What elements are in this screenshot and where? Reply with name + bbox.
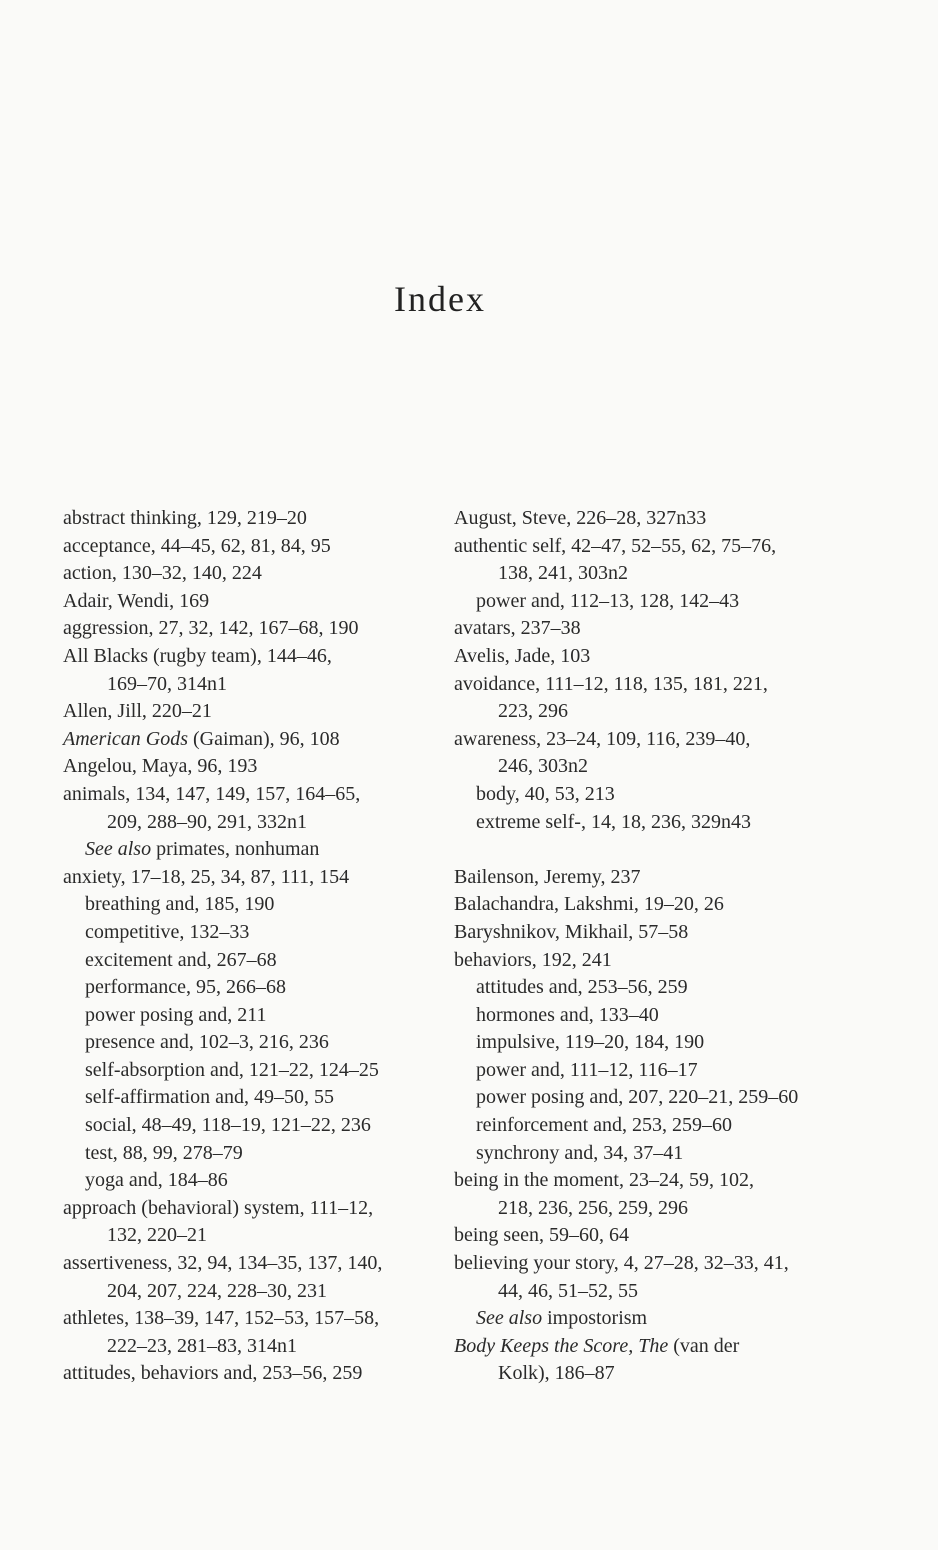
index-entry <box>63 560 443 588</box>
index-entry-text: awareness, 23–24, 109, 116, 239–40, <box>454 727 751 750</box>
index-entry <box>454 643 894 671</box>
index-entry-text: action, 130–32, 140, 224 <box>63 562 262 585</box>
index-entry-continuation <box>63 671 443 699</box>
index-entry-text: power and, 111–12, 116–17 <box>476 1058 698 1081</box>
index-entry <box>63 698 443 726</box>
index-entry-text: being in the moment, 23–24, 59, 102, <box>454 1169 754 1192</box>
index-entry-text: August, Steve, 226–28, 327n33 <box>454 507 707 529</box>
index-entry-italic: American Gods <box>63 727 188 750</box>
index-entry <box>454 533 894 561</box>
index-entry-text: test, 88, 99, 278–79 <box>85 1141 243 1164</box>
index-entry-continuation <box>63 809 443 837</box>
index-entry-text: attitudes, behaviors and, 253–56, 259 <box>63 1362 363 1385</box>
index-subentry <box>63 1002 443 1030</box>
index-entry-text: yoga and, 184–86 <box>85 1169 228 1192</box>
index-entry-continuation <box>454 698 894 726</box>
index-entry-text: power and, 112–13, 128, 142–43 <box>476 589 740 612</box>
index-entry-text: behaviors, 192, 241 <box>454 948 612 971</box>
index-subentry <box>454 588 894 616</box>
index-entry <box>63 753 443 781</box>
index-entry-text: 218, 236, 256, 259, 296 <box>498 1196 688 1219</box>
index-subentry <box>63 974 443 1002</box>
index-entry-text: 204, 207, 224, 228–30, 231 <box>107 1279 327 1302</box>
index-subentry <box>454 1002 894 1030</box>
index-entry-text: 246, 303n2 <box>498 755 588 778</box>
index-entry-text: acceptance, 44–45, 62, 81, 84, 95 <box>63 534 331 557</box>
index-subentry <box>454 1084 894 1112</box>
index-entry <box>454 726 894 754</box>
index-entry <box>454 919 894 947</box>
index-subentry <box>63 947 443 975</box>
index-entry-text: 222–23, 281–83, 314n1 <box>107 1334 297 1357</box>
index-entry-text: 138, 241, 303n2 <box>498 562 628 585</box>
index-entry-italic: See also <box>476 1307 543 1330</box>
index-entry-text: performance, 95, 266–68 <box>85 976 287 999</box>
index-entry-text: abstract thinking, 129, 219–20 <box>63 507 307 529</box>
index-entry-text: assertiveness, 32, 94, 134–35, 137, 140, <box>63 1252 383 1275</box>
entry-gap <box>454 836 894 864</box>
index-entry-text: hormones and, 133–40 <box>476 1003 659 1026</box>
index-entry <box>454 615 894 643</box>
index-entry-text: Balachandra, Lakshmi, 19–20, 26 <box>454 893 724 916</box>
index-subentry <box>63 1084 443 1112</box>
index-subentry <box>63 891 443 919</box>
index-entry-text: Kolk), 186–87 <box>498 1362 615 1385</box>
index-entry-text: Adair, Wendi, 169 <box>63 589 210 612</box>
index-entry <box>454 1222 894 1250</box>
index-entry-continuation <box>63 1333 443 1361</box>
index-entry-text: power posing and, 211 <box>85 1003 267 1026</box>
index-subentry <box>63 1140 443 1168</box>
index-subentry <box>454 974 894 1002</box>
index-entry <box>63 533 443 561</box>
index-entry-text: 132, 220–21 <box>107 1224 207 1247</box>
index-entry-text: synchrony and, 34, 37–41 <box>476 1141 684 1164</box>
index-entry-text: presence and, 102–3, 216, 236 <box>85 1031 329 1054</box>
index-subentry <box>454 809 894 837</box>
index-entry-continuation <box>454 1195 894 1223</box>
index-entry <box>454 671 894 699</box>
index-column-left <box>63 505 443 1388</box>
index-column-right <box>454 505 894 1388</box>
index-entry-text: self-absorption and, 121–22, 124–25 <box>85 1058 379 1081</box>
index-entry-text: aggression, 27, 32, 142, 167–68, 190 <box>63 617 359 640</box>
index-entry-continuation <box>63 1278 443 1306</box>
index-entry-text: reinforcement and, 253, 259–60 <box>476 1114 733 1137</box>
index-entry-text: avatars, 237–38 <box>454 617 581 640</box>
index-entry-text: social, 48–49, 118–19, 121–22, 236 <box>85 1114 371 1137</box>
index-subentry <box>454 1029 894 1057</box>
index-entry-text: Baryshnikov, Mikhail, 57–58 <box>454 920 689 943</box>
index-entry-text: 209, 288–90, 291, 332n1 <box>107 810 307 833</box>
index-entry <box>63 1360 443 1388</box>
index-entry-italic: See also <box>85 838 152 861</box>
index-entry <box>454 505 894 533</box>
index-entry <box>63 643 443 671</box>
index-subentry <box>454 1057 894 1085</box>
index-entry-text: Avelis, Jade, 103 <box>454 644 591 667</box>
index-entry-text: (van der <box>668 1334 740 1357</box>
index-entry-text: primates, nonhuman <box>151 838 320 861</box>
index-entry <box>63 588 443 616</box>
index-entry-text: excitement and, 267–68 <box>85 948 277 971</box>
index-entry <box>454 1167 894 1195</box>
index-entry-text: avoidance, 111–12, 118, 135, 181, 221, <box>454 672 768 695</box>
index-subentry <box>63 1029 443 1057</box>
index-entry-text: breathing and, 185, 190 <box>85 893 275 916</box>
index-entry-text: 169–70, 314n1 <box>107 672 227 695</box>
index-entry <box>63 1250 443 1278</box>
index-subentry <box>63 1167 443 1195</box>
index-entry-continuation <box>454 1278 894 1306</box>
index-entry-text: power posing and, 207, 220–21, 259–60 <box>476 1086 799 1109</box>
index-entry-text: impulsive, 119–20, 184, 190 <box>476 1031 705 1054</box>
index-subentry <box>63 1112 443 1140</box>
index-entry-text: believing your story, 4, 27–28, 32–33, 41, <box>454 1252 789 1275</box>
index-subentry <box>63 836 443 864</box>
index-entry-text: All Blacks (rugby team), 144–46, <box>63 644 332 667</box>
index-entry-text: (Gaiman), 96, 108 <box>187 727 340 750</box>
index-entry-text: extreme self-, 14, 18, 236, 329n43 <box>476 810 751 833</box>
index-entry-text: impostorism <box>542 1307 648 1330</box>
index-entry-continuation <box>454 1360 894 1388</box>
index-entry-continuation <box>454 753 894 781</box>
index-entry <box>454 1333 894 1361</box>
index-subentry <box>454 1305 894 1333</box>
index-entry-text: Angelou, Maya, 96, 193 <box>63 755 258 778</box>
index-subentry <box>63 919 443 947</box>
index-entry-text: 223, 296 <box>498 700 568 723</box>
index-entry-text: 44, 46, 51–52, 55 <box>498 1279 638 1302</box>
index-entry <box>63 1195 443 1223</box>
index-entry <box>63 726 443 754</box>
index-entry-text: competitive, 132–33 <box>85 920 250 943</box>
index-entry-text: approach (behavioral) system, 111–12, <box>63 1196 374 1219</box>
index-entry <box>63 864 443 892</box>
index-entry-text: self-affirmation and, 49–50, 55 <box>85 1086 335 1109</box>
index-entry <box>454 947 894 975</box>
index-entry-continuation <box>63 1222 443 1250</box>
index-entry <box>63 615 443 643</box>
page-title: Index <box>394 279 486 319</box>
index-entry <box>454 864 894 892</box>
index-entry-text: Bailenson, Jeremy, 237 <box>454 865 641 888</box>
index-entry-text: body, 40, 53, 213 <box>476 782 615 805</box>
index-entry <box>63 781 443 809</box>
index-entry <box>454 891 894 919</box>
index-entry-text: being seen, 59–60, 64 <box>454 1224 629 1247</box>
index-entry <box>63 1305 443 1333</box>
index-entry-text: animals, 134, 147, 149, 157, 164–65, <box>63 782 361 805</box>
index-subentry <box>63 1057 443 1085</box>
index-entry <box>63 505 443 533</box>
index-entry-continuation <box>454 560 894 588</box>
index-entry-text: attitudes and, 253–56, 259 <box>476 976 688 999</box>
index-entry-text: authentic self, 42–47, 52–55, 62, 75–76, <box>454 534 777 557</box>
index-entry-italic: Body Keeps the Score, The <box>454 1334 669 1357</box>
index-entry-text: Allen, Jill, 220–21 <box>63 700 212 723</box>
index-entry-text: anxiety, 17–18, 25, 34, 87, 111, 154 <box>63 865 350 888</box>
index-entry <box>454 1250 894 1278</box>
index-subentry <box>454 781 894 809</box>
index-subentry <box>454 1140 894 1168</box>
index-subentry <box>454 1112 894 1140</box>
index-entry-text: athletes, 138–39, 147, 152–53, 157–58, <box>63 1307 380 1330</box>
